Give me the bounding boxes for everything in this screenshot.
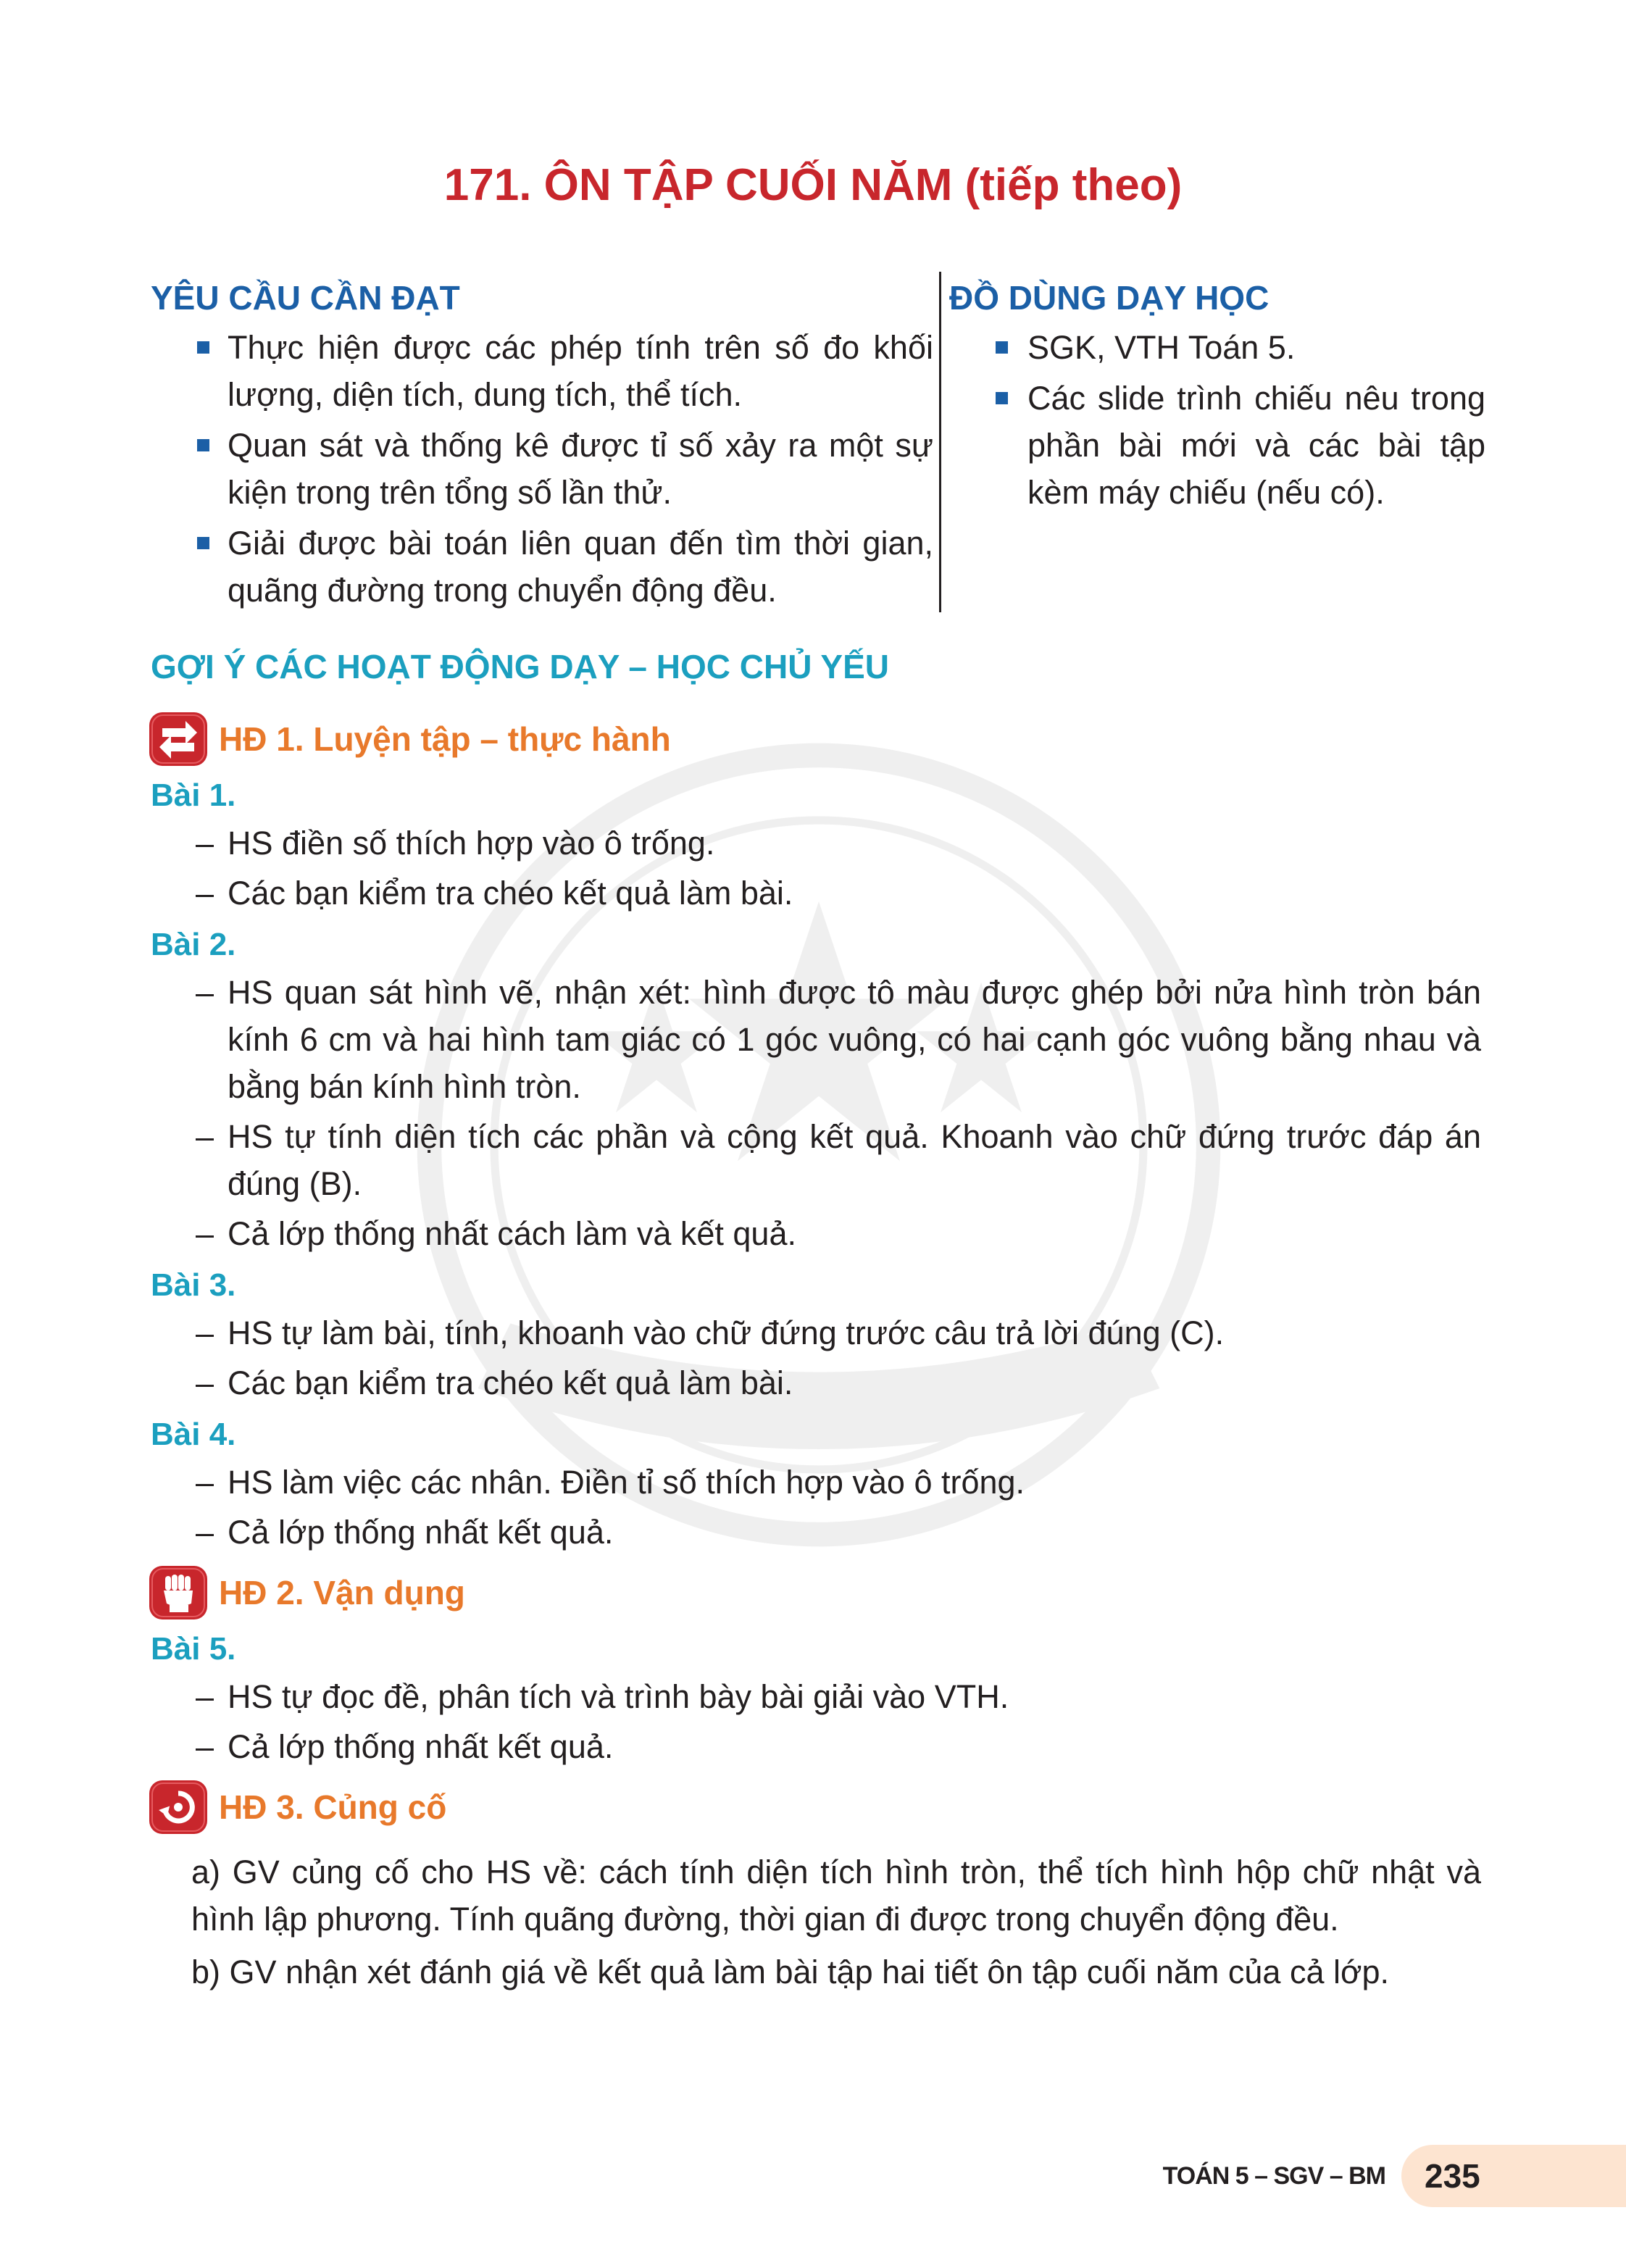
- list-item: – Cả lớp thống nhất kết quả.: [151, 1509, 1481, 1556]
- activity-1-title: HĐ 1. Luyện tập – thực hành: [219, 720, 671, 758]
- dash-bullet: –: [196, 1364, 214, 1401]
- list-item: SGK, VTH Toán 5.: [949, 324, 1485, 371]
- exercise-5-title: Bài 5.: [151, 1631, 236, 1667]
- page-number: 235: [1401, 2145, 1626, 2207]
- exercise-3-list: [151, 1309, 1481, 1406]
- exercise-4-list: [151, 1459, 1481, 1556]
- swap-arrows-icon: [148, 711, 209, 767]
- list-item: Quan sát và thống kê được tỉ số xảy ra một sự kiện trong trên tổng số lần thử.: [151, 422, 933, 516]
- dash-bullet: –: [196, 974, 214, 1011]
- materials-section: [949, 272, 1485, 520]
- requirements-section: [151, 272, 933, 617]
- dash-bullet: –: [196, 1464, 214, 1501]
- list-item: Thực hiện được các phép tính trên số đo khối lượng, diện tích, dung tích, thể tích.: [151, 324, 933, 418]
- activity-3-header: [151, 1775, 1481, 1840]
- page-title: 171. ÔN TẬP CUỐI NĂM (tiếp theo): [443, 160, 1183, 210]
- dash-bullet: –: [196, 1118, 214, 1155]
- dash-bullet: –: [196, 875, 214, 912]
- dash-bullet: –: [196, 1728, 214, 1765]
- materials-heading: ĐỒ DÙNG DẠY HỌC: [949, 279, 1269, 317]
- requirements-list: [151, 324, 933, 614]
- list-item: Các slide trình chiếu nêu trong phần bài mới và các bài tập kèm máy chiếu (nếu có).: [949, 375, 1485, 516]
- exercise-4-title: Bài 4.: [151, 1417, 236, 1452]
- activity-1-header: [151, 706, 1481, 772]
- activity-2-header: [151, 1560, 1481, 1625]
- materials-list: [949, 324, 1485, 516]
- activity-3-part-b: b) GV nhận xét đánh giá về kết quả làm bài tập hai tiết ôn tập cuối năm của cả lớp.: [191, 1954, 1390, 1990]
- exercise-5-list: [151, 1673, 1481, 1770]
- list-item: – HS tự làm bài, tính, khoanh vào chữ đứng trước câu trả lời đúng (C).: [151, 1309, 1481, 1356]
- list-item: – Các bạn kiểm tra chéo kết quả làm bài.: [151, 870, 1481, 917]
- column-divider: [939, 272, 941, 612]
- list-item: Giải được bài toán liên quan đến tìm thời gian, quãng đường trong chuyển động đều.: [151, 520, 933, 614]
- fist-icon: [148, 1564, 209, 1621]
- dash-bullet: –: [196, 1678, 214, 1715]
- list-item: – HS tự tính diện tích các phần và cộng kết quả. Khoanh vào chữ đứng trước đáp án đúng (B).: [151, 1113, 1481, 1207]
- dash-bullet: –: [196, 825, 214, 862]
- dash-bullet: –: [196, 1514, 214, 1551]
- list-item: – Cả lớp thống nhất kết quả.: [151, 1723, 1481, 1770]
- dash-bullet: –: [196, 1314, 214, 1351]
- list-item: – HS tự đọc đề, phân tích và trình bày bài giải vào VTH.: [151, 1673, 1481, 1720]
- activities-section: [151, 638, 1481, 2001]
- activities-heading: GỢI Ý CÁC HOẠT ĐỘNG DẠY – HỌC CHỦ YẾU: [151, 648, 889, 685]
- refresh-icon: [148, 1779, 209, 1835]
- square-bullet-icon: [197, 439, 209, 451]
- list-item: – HS điền số thích hợp vào ô trống.: [151, 820, 1481, 867]
- page-footer: [1163, 2145, 1626, 2207]
- activity-3-part-a: a) GV củng cố cho HS về: cách tính diện tích hình tròn, thể tích hình hộp chữ nhật và hình lập phương. Tính quãng đường, thời gian đi được trong chuyển động đều.: [191, 1854, 1481, 1938]
- square-bullet-icon: [996, 392, 1008, 404]
- activity-3-title: HĐ 3. Củng cố: [219, 1788, 447, 1826]
- list-item: – HS làm việc các nhân. Điền tỉ số thích hợp vào ô trống.: [151, 1459, 1481, 1506]
- dash-bullet: –: [196, 1215, 214, 1252]
- square-bullet-icon: [197, 537, 209, 549]
- square-bullet-icon: [996, 341, 1008, 354]
- list-item: – HS quan sát hình vẽ, nhận xét: hình được tô màu được ghép bởi nửa hình tròn bán kính 6 cm và hai hình tam giác có 1 góc vuông, có hai cạnh góc vuông bằng nhau và bằng bán kính hình tròn.: [151, 969, 1481, 1110]
- exercise-2-list: [151, 969, 1481, 1257]
- exercise-1-title: Bài 1.: [151, 777, 236, 813]
- footer-book-title: TOÁN 5 – SGV – BM: [1162, 2161, 1385, 2190]
- activity-2-title: HĐ 2. Vận dụng: [219, 1574, 465, 1612]
- exercise-1-list: [151, 820, 1481, 917]
- square-bullet-icon: [197, 341, 209, 354]
- list-item: – Cả lớp thống nhất cách làm và kết quả.: [151, 1210, 1481, 1257]
- list-item: – Các bạn kiểm tra chéo kết quả làm bài.: [151, 1359, 1481, 1406]
- exercise-3-title: Bài 3.: [151, 1267, 236, 1303]
- requirements-heading: YÊU CẦU CẦN ĐẠT: [151, 279, 460, 317]
- exercise-2-title: Bài 2.: [151, 927, 236, 962]
